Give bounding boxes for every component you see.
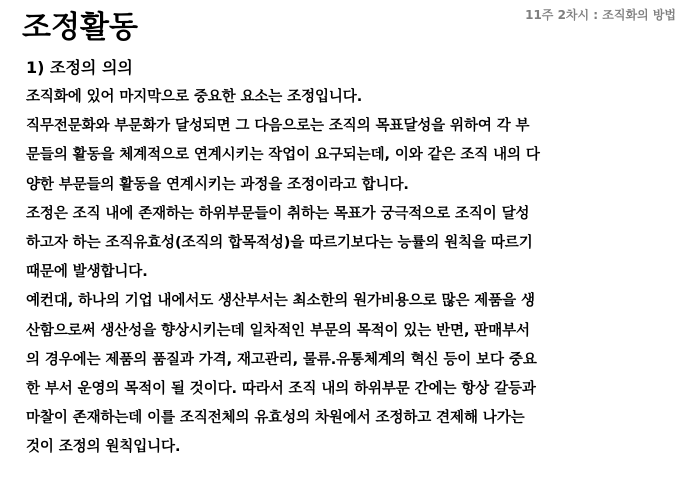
text-line: 조정은 조직 내에 존재하는 하위부문들이 취하는 목표가 궁극적으로 조직이 달성 bbox=[26, 205, 530, 222]
text-line: 마찰이 존재하는데 이를 조직전체의 유효성의 차원에서 조정하고 견제해 나가는 bbox=[26, 410, 525, 427]
text-line: 때문에 발생합니다. bbox=[26, 264, 148, 281]
text-line: 예컨대, 하나의 기업 내에서도 생산부서는 최소한의 원가비용으로 많은 제품을 생 bbox=[26, 293, 535, 310]
lesson-subtitle: 11주 2차시 : 조직화의 방법 bbox=[525, 8, 676, 22]
paragraph-definition bbox=[26, 112, 666, 200]
text-line: 하고자 하는 조직유효성(조직의 합목적성)을 따르기보다는 능률의 원칙을 따르기 bbox=[26, 234, 533, 251]
text-line: 것이 조정의 원칙입니다. bbox=[26, 439, 181, 456]
text-line: 양한 부문들의 활동을 연계시키는 과정을 조정이라고 합니다. bbox=[26, 176, 409, 193]
page-title: 조정활동 bbox=[22, 10, 138, 45]
text-line: 직무전문화와 부문화가 달성되면 그 다음으로는 조직의 목표달성을 위하여 각 부 bbox=[26, 118, 530, 135]
text-line: 산함으로써 생산성을 향상시키는데 일차적인 부문의 목적이 있는 반면, 판매부서 bbox=[26, 322, 530, 339]
paragraph-example bbox=[26, 287, 666, 462]
text-line: 한 부서 운영의 목적이 될 것이다. 따라서 조직 내의 하위부문 간에는 항상 갈등과 bbox=[26, 380, 536, 397]
text-line: 의 경우에는 제품의 품질과 가격, 재고관리, 물류.유통체계의 혁신 등이 보다 중요 bbox=[26, 351, 537, 368]
section-heading: 1) 조정의 의의 bbox=[26, 58, 133, 77]
text-line: 조직화에 있어 마지막으로 중요한 요소는 조정입니다. bbox=[26, 89, 363, 105]
text-line: 문들의 활동을 체계적으로 연계시키는 작업이 요구되는데, 이와 같은 조직 내의 다 bbox=[26, 147, 540, 164]
body-text bbox=[26, 83, 666, 462]
paragraph-intro bbox=[26, 83, 666, 112]
paragraph-cause bbox=[26, 200, 666, 288]
